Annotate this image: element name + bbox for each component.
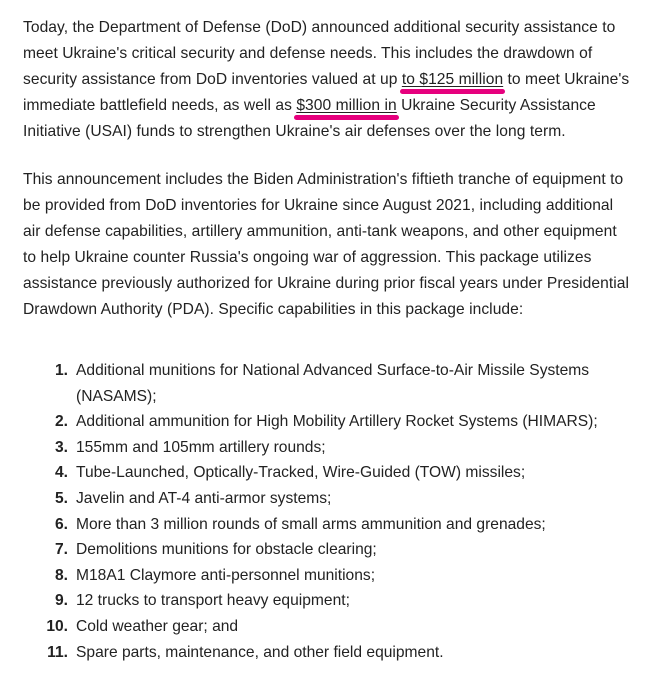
list-item [23, 512, 631, 538]
highlight-underline-300-million [294, 115, 398, 120]
list-item-text: Cold weather gear; and [76, 617, 239, 635]
list-item-text: Javelin and AT-4 anti-armor systems; [76, 489, 332, 507]
list-item-text: Additional munitions for National Advanced Surface-to-Air Missile Systems (NASAMS); [76, 362, 590, 405]
capabilities-list [23, 358, 631, 665]
announcement-paragraph: This announcement includes the Biden Administration's fiftieth tranche of equipment to be provided from DoD inventories for Ukraine since August 2021, including additional air defense capabilities, artillery ammunition, anti-tank weapons, and other equipment to help Ukraine counter Russia's ongoing war of aggression. This package utilizes assistance previously authorized for Ukraine during prior fiscal years under Presidential Drawdown Authority (PDA). Specific capabilities in this package include: [23, 171, 629, 318]
article-body [23, 0, 631, 661]
intro-paragraph [23, 0, 631, 145]
list-item [23, 614, 631, 640]
list-item [23, 537, 631, 563]
list-item [23, 640, 631, 666]
list-item-number: 10. [46, 617, 68, 635]
list-item [23, 460, 631, 486]
list-item-number: 11. [47, 643, 68, 661]
list-item [23, 486, 631, 512]
list-item-number: 6. [54, 515, 68, 533]
amount-125-million-link[interactable]: to $125 million [401, 71, 504, 88]
list-item-text: More than 3 million rounds of small arms ammunition and grenades; [76, 515, 546, 533]
list-item-number: 8. [54, 566, 68, 584]
list-item-text: Additional ammunition for High Mobility Artillery Rocket Systems (HIMARS); [76, 413, 598, 431]
list-item-text: 12 trucks to transport heavy equipment; [76, 592, 350, 610]
list-item-number: 1. [54, 362, 68, 379]
list-item-number: 2. [54, 413, 68, 431]
list-item-number: 3. [54, 438, 68, 456]
list-item [23, 409, 631, 435]
list-item-number: 4. [54, 464, 68, 482]
intro-text-part3: Ukraine Security Assistance Initiative (USAI) funds to strengthen Ukraine's air defenses over the long term. [23, 97, 596, 140]
list-item [23, 588, 631, 614]
list-item-number: 5. [54, 489, 68, 507]
list-item-text: Demolitions munitions for obstacle clearing; [76, 541, 377, 559]
list-item-number: 9. [54, 592, 68, 610]
list-item-text: Spare parts, maintenance, and other field equipment. [76, 643, 444, 661]
list-item-text: 155mm and 105mm artillery rounds; [76, 438, 326, 456]
list-item-text: Tube-Launched, Optically-Tracked, Wire-Guided (TOW) missiles; [76, 464, 526, 482]
intro-text-part1: Today, the Department of Defense (DoD) announced additional security assistance to meet Ukraine's critical security and defense needs. This includes the drawdown of security assistance from DoD inventories valued at up [23, 19, 616, 88]
list-item-number: 7. [54, 541, 68, 559]
list-item [23, 563, 631, 589]
intro-text-part2: to meet Ukraine's immediate battlefield needs, as well as [23, 71, 630, 114]
list-item [23, 435, 631, 461]
list-item-text: M18A1 Claymore anti-personnel munitions; [76, 566, 376, 584]
list-item [23, 358, 631, 409]
highlight-underline-125-million [400, 89, 505, 94]
amount-300-million-link[interactable]: $300 million in [296, 97, 397, 114]
